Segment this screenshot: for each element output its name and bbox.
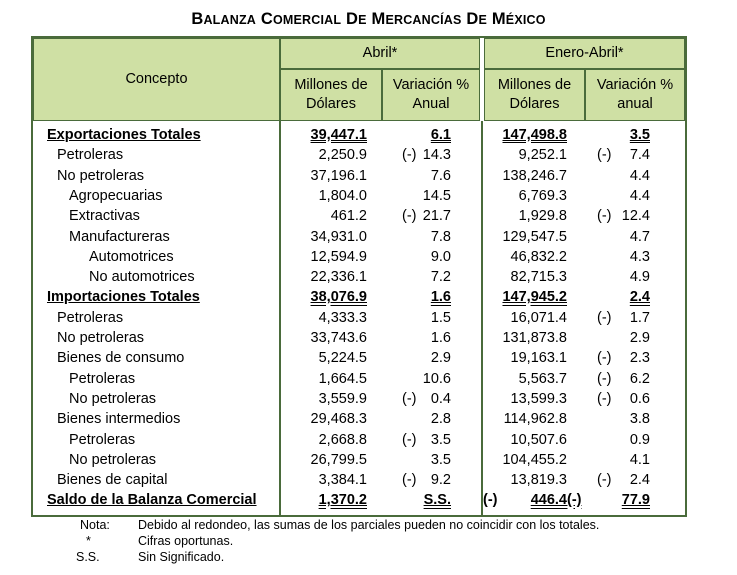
enero-abril-value: 10,507.6 (510, 431, 567, 448)
enero-abril-value: 129,547.5 (502, 228, 567, 245)
abril-value: 34,931.0 (310, 228, 367, 245)
row-label: Importaciones Totales (47, 289, 200, 306)
enero-abril-variation: 4.7 (629, 228, 650, 245)
abril-variation: 9.2 (430, 472, 451, 489)
enero-abril-variation: 2.4 (629, 472, 650, 489)
table-row (33, 389, 685, 409)
enero-abril-value: 13,819.3 (510, 472, 567, 489)
note-key: S.S. (76, 550, 100, 564)
abril-variation: 3.5 (430, 451, 451, 468)
abril-variation-sign: (-) (402, 431, 417, 448)
enero-abril-value: 9,252.1 (518, 147, 567, 164)
abril-variation: 10.6 (422, 370, 451, 387)
enero-abril-value: 5,563.7 (518, 370, 567, 387)
header-abril (280, 38, 480, 69)
abril-value: 1,664.5 (318, 370, 367, 387)
enero-abril-variation: 7.4 (629, 147, 650, 164)
enero-abril-value: 147,945.2 (502, 289, 567, 306)
enero-abril-variation: 4.1 (629, 451, 650, 468)
note-text: Sin Significado. (138, 550, 225, 564)
abril-value: 1,804.0 (318, 187, 367, 204)
abril-variation: 2.9 (430, 350, 451, 367)
enero-abril-variation: 4.3 (629, 248, 650, 265)
row-label: Manufactureras (69, 228, 170, 245)
row-label: No petroleras (69, 451, 157, 468)
row-label: Petroleras (57, 147, 124, 164)
row-label: Bienes de capital (57, 472, 168, 489)
table-row (33, 450, 685, 470)
table-row (33, 490, 685, 510)
abril-variation: 1.6 (430, 289, 451, 306)
table-row (33, 267, 685, 287)
enero-abril-variation-sign: (-) (597, 147, 612, 164)
row-label: No petroleras (57, 330, 145, 346)
row-label: Saldo de la Balanza Comercial (47, 492, 257, 509)
page-title: BALANZA COMERCIAL DE MERCANCÍAS DE MÉXICO (191, 10, 546, 28)
abril-value: 38,076.9 (310, 289, 367, 306)
enero-abril-value: 19,163.1 (510, 350, 567, 367)
row-label: Bienes intermedios (57, 411, 181, 428)
header-abril-variacion (382, 69, 480, 121)
abril-value: 33,743.6 (310, 330, 367, 346)
row-label: Automotrices (89, 248, 174, 265)
enero-abril-value: 6,769.3 (518, 187, 567, 204)
table-row (33, 369, 685, 389)
table-row (33, 186, 685, 206)
row-label: No petroleras (57, 167, 145, 184)
enero-abril-variation: 4.9 (629, 269, 650, 286)
abril-variation: 21.7 (422, 208, 451, 225)
enero-abril-variation-sign: (-) (597, 472, 612, 489)
row-label: Petroleras (69, 370, 136, 387)
abril-variation: 7.8 (430, 228, 451, 245)
abril-variation: 0.4 (430, 390, 451, 407)
enero-abril-variation: 0.9 (629, 431, 650, 448)
enero-abril-value: 114,962.8 (503, 411, 567, 428)
table-row (33, 348, 685, 368)
abril-variation-sign: (-) (402, 147, 417, 164)
abril-value: 5,224.5 (318, 350, 367, 367)
abril-value: 3,559.9 (318, 390, 367, 407)
header-abril-millones-label: Millones de Dólares (294, 77, 368, 112)
header-ene-millones (484, 69, 585, 121)
enero-abril-variation: 2.3 (629, 350, 650, 367)
abril-variation: S.S. (423, 492, 451, 509)
abril-variation: 14.3 (422, 147, 451, 164)
enero-abril-variation: 4.4 (629, 167, 650, 184)
enero-abril-value: 147,498.8 (502, 127, 567, 143)
row-label: No automotrices (89, 269, 195, 286)
row-label: Agropecuarias (69, 187, 163, 204)
abril-variation: 7.6 (430, 167, 451, 184)
note-text: Debido al redondeo, las sumas de los parciales pueden no coincidir con los totales. (138, 518, 600, 532)
abril-variation: 1.5 (430, 309, 451, 326)
note-text: Cifras oportunas. (138, 534, 234, 548)
header-abril-millones (280, 69, 382, 121)
abril-variation-sign: (-) (402, 390, 417, 407)
enero-abril-variation: 0.6 (629, 390, 650, 407)
header-enero-abril-label: Enero-Abril* (545, 45, 624, 61)
enero-abril-variation: 3.5 (629, 127, 650, 143)
enero-abril-value: 104,455.2 (502, 451, 567, 468)
row-label: No petroleras (69, 390, 157, 407)
table-row (33, 125, 685, 145)
enero-abril-value: 131,873.8 (502, 330, 567, 346)
abril-value: 1,370.2 (318, 492, 367, 509)
abril-variation-sign: (-) (402, 208, 417, 225)
enero-abril-variation: 12.4 (621, 208, 650, 225)
abril-value: 29,468.3 (310, 411, 367, 428)
table-row (33, 166, 685, 186)
enero-abril-variation: 77.9 (621, 492, 650, 509)
header-abril-label: Abril* (362, 45, 398, 61)
abril-variation: 1.6 (430, 330, 451, 346)
enero-abril-variation-sign: (-) (597, 370, 612, 387)
table-row (33, 145, 685, 165)
abril-value: 4,333.3 (318, 309, 367, 326)
enero-abril-value: 1,929.8 (518, 208, 567, 225)
header-concepto-label: Concepto (125, 71, 188, 87)
table-row (33, 308, 685, 328)
abril-variation-sign: (-) (402, 472, 417, 489)
abril-value: 12,594.9 (310, 248, 367, 265)
enero-abril-variation-sign: (-) (597, 350, 612, 367)
enero-abril-variation: 2.4 (629, 289, 650, 306)
abril-variation: 14.5 (422, 187, 451, 204)
note-key: * (86, 534, 91, 548)
enero-abril-variation-sign: (-) (597, 390, 612, 407)
abril-value: 2,250.9 (318, 147, 367, 164)
header-ene-variacion (585, 69, 685, 121)
row-label: Bienes de consumo (57, 350, 185, 367)
row-label: Exportaciones Totales (47, 127, 201, 143)
enero-abril-value: 82,715.3 (510, 269, 567, 286)
header-ene-variacion-label: Variación % anual (596, 77, 674, 112)
enero-abril-variation: 6.2 (629, 370, 650, 387)
enero-abril-sign: (-) (483, 492, 498, 509)
header-concepto (33, 38, 280, 121)
enero-abril-variation: 2.9 (629, 330, 650, 346)
table-row (33, 328, 685, 348)
table-row (33, 409, 685, 429)
header-ene-millones-label: Millones de Dólares (497, 77, 572, 112)
note-key: Nota: (80, 518, 110, 532)
abril-variation: 9.0 (430, 248, 451, 265)
enero-abril-value: 446.4 (530, 492, 567, 509)
header-abril-variacion-label: Variación % Anual (392, 77, 470, 112)
abril-variation: 3.5 (430, 431, 451, 448)
table-row (33, 430, 685, 450)
enero-abril-variation-sign: (-) (597, 208, 612, 225)
table-row (33, 247, 685, 267)
table-row (33, 206, 685, 226)
abril-value: 26,799.5 (310, 451, 367, 468)
enero-abril-variation: 3.8 (629, 411, 650, 428)
abril-variation: 6.1 (430, 127, 451, 143)
abril-value: 3,384.1 (318, 472, 367, 489)
header-enero-abril (484, 38, 685, 69)
enero-abril-variation: 4.4 (629, 187, 650, 204)
abril-value: 22,336.1 (310, 269, 367, 286)
table-row (33, 227, 685, 247)
abril-value: 37,196.1 (310, 167, 367, 184)
abril-variation: 7.2 (430, 269, 451, 286)
table-row (33, 470, 685, 490)
abril-value: 2,668.8 (318, 431, 367, 448)
enero-abril-value: 13,599.3 (510, 390, 567, 407)
abril-value: 39,447.1 (310, 127, 367, 143)
enero-abril-value: 138,246.7 (502, 167, 567, 184)
table-title (0, 10, 737, 29)
row-label: Petroleras (69, 431, 136, 448)
abril-variation: 2.8 (430, 411, 451, 428)
row-label: Extractivas (69, 208, 140, 225)
enero-abril-value: 46,832.2 (510, 248, 567, 265)
abril-value: 461.2 (330, 208, 367, 225)
table-row (33, 287, 685, 307)
enero-abril-variation-sign: (-) (597, 309, 612, 326)
row-label: Petroleras (57, 309, 124, 326)
enero-abril-variation-sign: (-) (567, 492, 582, 509)
enero-abril-value: 16,071.4 (510, 309, 567, 326)
enero-abril-variation: 1.7 (629, 309, 650, 326)
